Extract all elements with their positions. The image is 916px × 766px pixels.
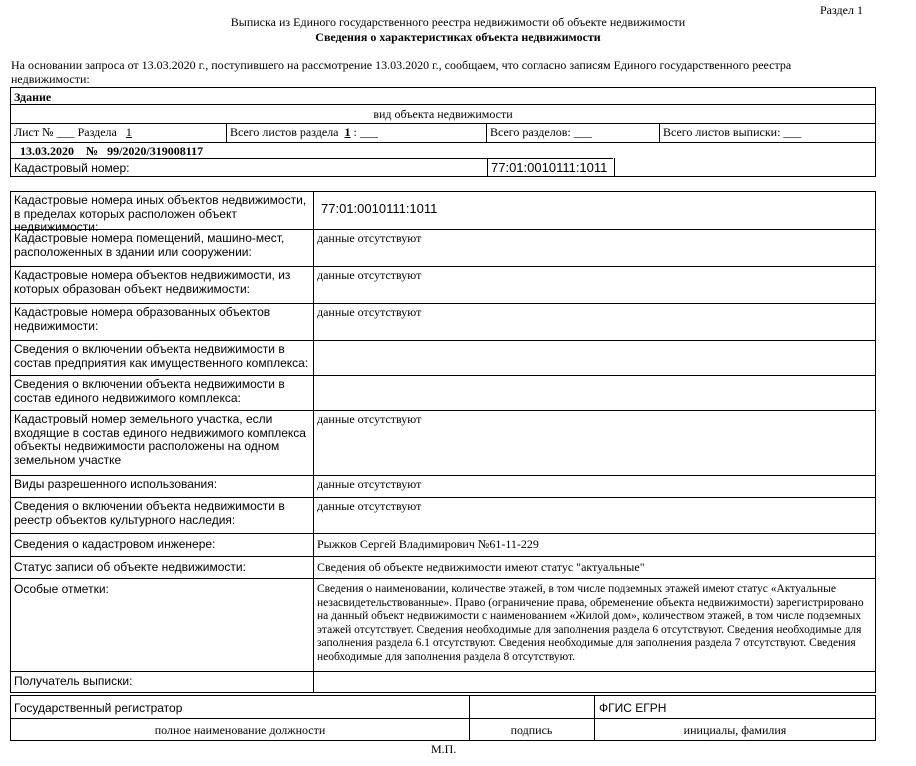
table-row (11, 534, 875, 557)
table-row (11, 579, 875, 672)
table-row (11, 672, 875, 692)
table-row (11, 498, 875, 534)
row-value: Рыжков Сергей Владимирович №61-11-229 (317, 537, 539, 551)
row-value: данные отсутствуют (317, 412, 422, 426)
row-value: 77:01:0010111:1011 (321, 201, 438, 216)
table-row (11, 267, 875, 304)
row-label: Кадастровые номера образованных объектов недвижимости: (14, 305, 271, 333)
row-value: данные отсутствуют (317, 231, 422, 245)
row-label: Кадастровые номера помещений, машино-мест, расположенных в здании или сооружении: (14, 231, 285, 259)
stamp-place: М.П. (431, 742, 457, 756)
row-label: Сведения о включении объекта недвижимости в состав предприятия как имущественного комплекса: (14, 342, 309, 370)
section-label: Раздел 1 (820, 3, 863, 17)
registrar-name: ФГИС ЕГРН (599, 701, 667, 715)
table-row (11, 341, 875, 376)
document-subtitle: Сведения о характеристиках объекта недвижимости (315, 30, 601, 44)
table-row (11, 411, 875, 476)
table-row (11, 192, 875, 234)
signature-caption: подпись (510, 723, 553, 737)
registrar-position: Государственный регистратор (14, 701, 183, 715)
object-type: Здание (14, 90, 52, 104)
name-caption: инициалы, фамилия (683, 723, 787, 737)
row-label: Особые отметки: (14, 582, 109, 596)
row-value: Сведения о наименовании, количестве этажей, в том числе подземных этажей имеют статус «Актуальные незасвидетельствованные». Право (ограничение права, обременение объекта недвижимости) зарегистрировано на данный объект недвижимости с наименованием «Жилой дом», количеством этажей, в том числе подземных этажей отсутствует. Сведения необходимые для заполнения раздела 6 отсутствуют. Сведения необходимые для заполнения раздела 6.1 отсутствуют. Сведения необходимые для заполнения раздела 7 отсутствуют. Сведения необходимые для заполнения раздела 8 отсутствуют. (317, 583, 864, 663)
table-row (11, 557, 875, 579)
row-label: Сведения о включении объекта недвижимости в реестр объектов культурного наследия: (14, 499, 285, 527)
table-row (11, 376, 875, 411)
table-row (11, 476, 875, 498)
signature-block (10, 695, 876, 741)
table-row (11, 304, 875, 341)
total-sheets-section: Всего листов раздела 1 : ___ (230, 125, 378, 139)
row-value: данные отсутствуют (317, 499, 422, 513)
sheet-number-label: Лист № ___ Раздела 1 (14, 125, 132, 139)
row-label: Кадастровый номер земельного участка, если входящие в состав единого недвижимого комплекса объекты недвижимости расположены на одном земельном участке (14, 412, 306, 467)
row-label: Виды разрешенного использования: (14, 477, 218, 491)
row-value: данные отсутствуют (317, 305, 422, 319)
row-value: данные отсутствуют (317, 477, 422, 491)
characteristics-table (10, 191, 876, 693)
intro-text: На основании запроса от 13.03.2020 г., поступившего на рассмотрение 13.03.2020 г., сообщаем, что согласно записям Единого государственного реестра недвижимости: (11, 58, 792, 86)
row-value: данные отсутствуют (317, 268, 422, 282)
row-label: Сведения о включении объекта недвижимости в состав единого недвижимого комплекса: (14, 377, 285, 405)
position-caption: полное наименование должности (154, 723, 326, 737)
row-label: Сведения о кадастровом инженере: (14, 537, 216, 551)
row-label: Статус записи об объекте недвижимости: (14, 560, 246, 574)
cadastral-number-label: Кадастровый номер: (14, 161, 130, 175)
object-type-caption: вид объекта недвижимости (373, 107, 513, 121)
total-sections: Всего разделов: ___ (490, 125, 592, 139)
document-title: Выписка из Единого государственного реестра недвижимости об объекте недвижимости (230, 15, 686, 29)
row-label: Кадастровые номера иных объектов недвижимости, в пределах которых расположен объект недвижимости: (14, 193, 307, 234)
table-row (11, 230, 875, 267)
total-sheets-extract: Всего листов выписки: ___ (663, 125, 802, 139)
object-header-block (10, 87, 876, 177)
row-value: Сведения об объекте недвижимости имеют статус "актуальные" (317, 560, 645, 574)
cadastral-number-value: 77:01:0010111:1011 (491, 160, 608, 175)
row-label: Кадастровые номера объектов недвижимости, из которых образован объект недвижимости: (14, 268, 291, 296)
row-label: Получатель выписки: (14, 674, 133, 688)
extract-date-number: 13.03.2020 № 99/2020/319008117 (20, 144, 204, 158)
